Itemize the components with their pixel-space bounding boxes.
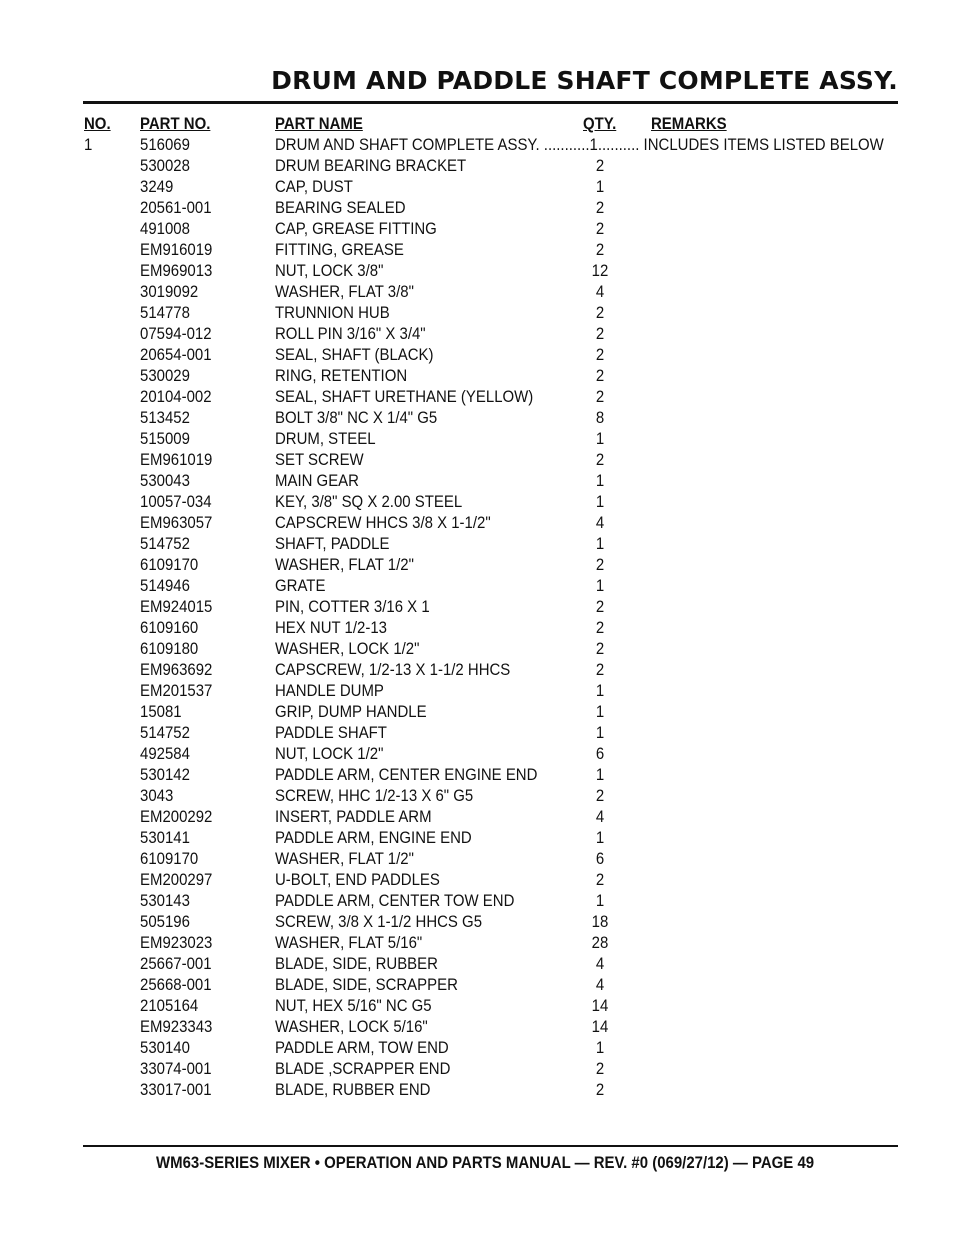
part-name: WASHER, FLAT 1/2" <box>275 849 414 868</box>
part-number: EM200297 <box>140 870 213 889</box>
table-row <box>0 827 954 848</box>
table-row <box>0 176 954 197</box>
part-number: 20654-001 <box>140 345 212 364</box>
part-number: EM923023 <box>140 933 213 952</box>
quantity: 6 <box>595 849 605 868</box>
part-number: 33017-001 <box>140 1080 212 1099</box>
quantity: 4 <box>595 282 605 301</box>
quantity: 4 <box>595 513 605 532</box>
part-name: WASHER, LOCK 1/2" <box>275 639 420 658</box>
part-name: BLADE ,SCRAPPER END <box>275 1059 451 1078</box>
table-row <box>0 722 954 743</box>
part-number: EM200292 <box>140 807 213 826</box>
table-row <box>0 470 954 491</box>
quantity: 2 <box>595 303 605 322</box>
part-name: GRIP, DUMP HANDLE <box>275 702 427 721</box>
table-row <box>0 890 954 911</box>
part-number: EM963057 <box>140 513 213 532</box>
part-number: 6109170 <box>140 555 199 574</box>
part-name: PIN, COTTER 3/16 X 1 <box>275 597 430 616</box>
quantity: 2 <box>595 324 605 343</box>
quantity: 2 <box>595 219 605 238</box>
part-number: 492584 <box>140 744 190 763</box>
part-number: EM963692 <box>140 660 213 679</box>
part-name: HANDLE DUMP <box>275 681 384 700</box>
part-name: CAPSCREW HHCS 3/8 X 1-1/2" <box>275 513 491 532</box>
part-name: PADDLE SHAFT <box>275 723 387 742</box>
part-name: TRUNNION HUB <box>275 303 390 322</box>
quantity: 2 <box>595 366 605 385</box>
table-row <box>0 617 954 638</box>
part-name: U-BOLT, END PADDLES <box>275 870 440 889</box>
part-name: CAP, DUST <box>275 177 353 196</box>
quantity: 1 <box>595 702 605 721</box>
quantity: 2 <box>595 450 605 469</box>
item-number: 1 <box>84 135 93 154</box>
part-number: 530143 <box>140 891 190 910</box>
quantity: 1 <box>595 828 605 847</box>
part-name: RING, RETENTION <box>275 366 408 385</box>
header-part-name: PART NAME <box>275 114 363 133</box>
quantity: 28 <box>591 933 609 952</box>
part-name: SEAL, SHAFT URETHANE (YELLOW) <box>275 387 534 406</box>
part-number: 530043 <box>140 471 190 490</box>
part-name: BLADE, SIDE, SCRAPPER <box>275 975 458 994</box>
part-name: FITTING, GREASE <box>275 240 404 259</box>
table-row-assembly <box>0 134 954 155</box>
part-name: SEAL, SHAFT (BLACK) <box>275 345 434 364</box>
part-number: 514752 <box>140 723 190 742</box>
table-row <box>0 848 954 869</box>
table-row <box>0 1079 954 1100</box>
part-name: WASHER, FLAT 3/8" <box>275 282 414 301</box>
table-row <box>0 197 954 218</box>
quantity: 2 <box>595 618 605 637</box>
quantity: 2 <box>595 1059 605 1078</box>
table-row <box>0 764 954 785</box>
part-name: BOLT 3/8" NC X 1/4" G5 <box>275 408 438 427</box>
quantity: 2 <box>595 597 605 616</box>
table-row <box>0 743 954 764</box>
part-name: ROLL PIN 3/16" X 3/4" <box>275 324 426 343</box>
quantity: 4 <box>595 807 605 826</box>
part-number: EM916019 <box>140 240 213 259</box>
part-number: 20104-002 <box>140 387 212 406</box>
table-header <box>0 113 954 134</box>
table-row <box>0 344 954 365</box>
part-number: 25667-001 <box>140 954 212 973</box>
table-row <box>0 575 954 596</box>
table-row <box>0 449 954 470</box>
part-number: 514752 <box>140 534 190 553</box>
part-number: 6109170 <box>140 849 199 868</box>
part-name: BLADE, RUBBER END <box>275 1080 431 1099</box>
table-row <box>0 428 954 449</box>
part-number: 530140 <box>140 1038 190 1057</box>
part-number: EM924015 <box>140 597 213 616</box>
header-no: NO. <box>84 114 111 133</box>
part-name: NUT, HEX 5/16" NC G5 <box>275 996 432 1015</box>
part-number: 516069 <box>140 135 190 154</box>
table-row <box>0 323 954 344</box>
table-row <box>0 512 954 533</box>
part-number: 20561-001 <box>140 198 212 217</box>
quantity: 1 <box>595 891 605 910</box>
table-row <box>0 785 954 806</box>
table-row <box>0 218 954 239</box>
part-name: MAIN GEAR <box>275 471 359 490</box>
quantity: 2 <box>595 198 605 217</box>
table-row <box>0 491 954 512</box>
quantity: 14 <box>591 1017 609 1036</box>
table-row <box>0 302 954 323</box>
quantity: 2 <box>595 387 605 406</box>
header-remarks: REMARKS <box>651 114 727 133</box>
quantity: 2 <box>595 870 605 889</box>
table-row <box>0 953 954 974</box>
part-number: 3249 <box>140 177 174 196</box>
part-name: SCREW, 3/8 X 1-1/2 HHCS G5 <box>275 912 483 931</box>
quantity: 2 <box>595 786 605 805</box>
footer-divider <box>83 1145 898 1147</box>
part-number: 25668-001 <box>140 975 212 994</box>
quantity: 1 <box>595 429 605 448</box>
quantity: 6 <box>595 744 605 763</box>
quantity: 2 <box>595 555 605 574</box>
part-number: 6109180 <box>140 639 199 658</box>
quantity: 8 <box>595 408 605 427</box>
item-rows <box>0 155 954 1100</box>
quantity: 2 <box>595 156 605 175</box>
part-name: INSERT, PADDLE ARM <box>275 807 432 826</box>
table-row <box>0 974 954 995</box>
part-name: PADDLE ARM, ENGINE END <box>275 828 472 847</box>
quantity: 2 <box>595 660 605 679</box>
part-name: DRUM BEARING BRACKET <box>275 156 467 175</box>
table-row <box>0 638 954 659</box>
part-number: EM923343 <box>140 1017 213 1036</box>
part-name: DRUM, STEEL <box>275 429 376 448</box>
part-name: WASHER, FLAT 5/16" <box>275 933 423 952</box>
quantity: 14 <box>591 996 609 1015</box>
part-name: KEY, 3/8" SQ X 2.00 STEEL <box>275 492 463 511</box>
part-number: 530142 <box>140 765 190 784</box>
part-number: 3019092 <box>140 282 199 301</box>
part-number: 513452 <box>140 408 190 427</box>
quantity: 2 <box>595 240 605 259</box>
part-name: WASHER, FLAT 1/2" <box>275 555 414 574</box>
part-name: HEX NUT 1/2-13 <box>275 618 387 637</box>
part-name: CAP, GREASE FITTING <box>275 219 437 238</box>
part-number: 505196 <box>140 912 190 931</box>
table-row <box>0 1037 954 1058</box>
part-name: PADDLE ARM, CENTER TOW END <box>275 891 515 910</box>
table-row <box>0 995 954 1016</box>
quantity: 4 <box>595 975 605 994</box>
part-number: 515009 <box>140 429 190 448</box>
quantity: 2 <box>595 345 605 364</box>
part-number: 491008 <box>140 219 190 238</box>
part-number: 530141 <box>140 828 190 847</box>
part-name: WASHER, LOCK 5/16" <box>275 1017 428 1036</box>
part-name: CAPSCREW, 1/2-13 X 1-1/2 HHCS <box>275 660 511 679</box>
quantity: 1 <box>595 723 605 742</box>
part-number: EM201537 <box>140 681 213 700</box>
table-row <box>0 554 954 575</box>
quantity: 1 <box>595 471 605 490</box>
quantity: 2 <box>595 639 605 658</box>
page-title: DRUM AND PADDLE SHAFT COMPLETE ASSY. <box>271 66 898 95</box>
part-name: SHAFT, PADDLE <box>275 534 390 553</box>
part-number: EM961019 <box>140 450 213 469</box>
table-row <box>0 1058 954 1079</box>
table-row <box>0 1016 954 1037</box>
part-name: BEARING SEALED <box>275 198 406 217</box>
part-name: GRATE <box>275 576 326 595</box>
part-number: EM969013 <box>140 261 213 280</box>
part-number: 33074-001 <box>140 1059 212 1078</box>
table-row <box>0 596 954 617</box>
table-row <box>0 155 954 176</box>
table-row <box>0 680 954 701</box>
quantity: 4 <box>595 954 605 973</box>
quantity: 12 <box>591 261 609 280</box>
part-number: 2105164 <box>140 996 199 1015</box>
assembly-description: DRUM AND SHAFT COMPLETE ASSY. ...........1.......... INCLUDES ITEMS LISTED BELOW <box>275 135 884 154</box>
part-number: 10057-034 <box>140 492 212 511</box>
part-name: PADDLE ARM, TOW END <box>275 1038 449 1057</box>
quantity: 1 <box>595 681 605 700</box>
part-name: BLADE, SIDE, RUBBER <box>275 954 438 973</box>
quantity: 1 <box>595 534 605 553</box>
quantity: 1 <box>595 576 605 595</box>
table-row <box>0 911 954 932</box>
part-number: 6109160 <box>140 618 199 637</box>
title-divider <box>83 101 898 104</box>
part-number: 514778 <box>140 303 190 322</box>
part-name: SET SCREW <box>275 450 364 469</box>
table-row <box>0 386 954 407</box>
quantity: 18 <box>591 912 609 931</box>
part-name: SCREW, HHC 1/2-13 X 6" G5 <box>275 786 474 805</box>
quantity: 1 <box>595 1038 605 1057</box>
quantity: 1 <box>595 765 605 784</box>
table-row <box>0 701 954 722</box>
part-number: 530029 <box>140 366 190 385</box>
table-row <box>0 407 954 428</box>
part-name: NUT, LOCK 1/2" <box>275 744 384 763</box>
table-row <box>0 260 954 281</box>
table-row <box>0 365 954 386</box>
table-row <box>0 932 954 953</box>
table-row <box>0 869 954 890</box>
header-part-no: PART NO. <box>140 114 211 133</box>
quantity: 1 <box>595 177 605 196</box>
part-number: 3043 <box>140 786 174 805</box>
table-row <box>0 533 954 554</box>
part-number: 530028 <box>140 156 190 175</box>
parts-table <box>0 113 954 1100</box>
part-name: PADDLE ARM, CENTER ENGINE END <box>275 765 538 784</box>
part-name: NUT, LOCK 3/8" <box>275 261 384 280</box>
table-row <box>0 806 954 827</box>
quantity: 2 <box>595 1080 605 1099</box>
table-row <box>0 239 954 260</box>
page-footer: WM63-SERIES MIXER • OPERATION AND PARTS MANUAL — REV. #0 (069/27/12) — PAGE 49 <box>156 1153 815 1172</box>
part-number: 07594-012 <box>140 324 212 343</box>
part-number: 15081 <box>140 702 182 721</box>
header-qty: QTY. <box>583 114 617 133</box>
table-row <box>0 281 954 302</box>
quantity: 1 <box>595 492 605 511</box>
part-number: 514946 <box>140 576 190 595</box>
table-row <box>0 659 954 680</box>
